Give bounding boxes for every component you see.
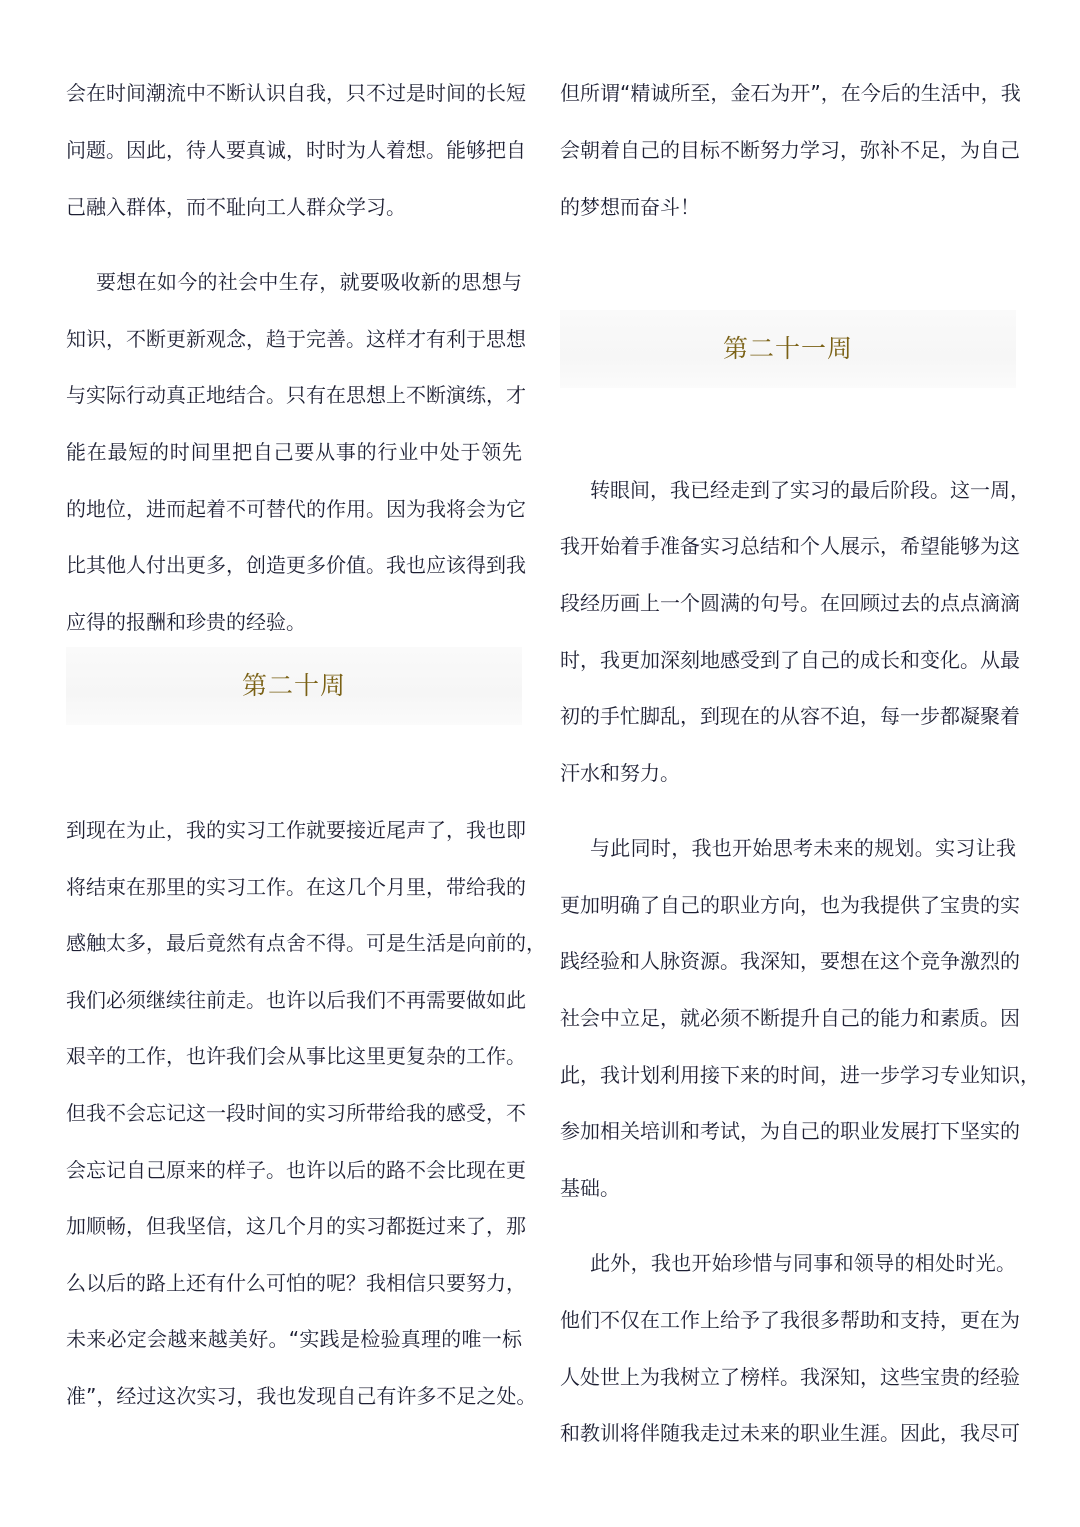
text-line: 践经验和人脉资源。我深知，要想在这个竞争激烈的 — [560, 949, 1020, 973]
text-line: 的梦想而奋斗！ — [560, 195, 700, 219]
text-line: 知识，不断更新观念，趋于完善。这样才有利于思想 — [66, 327, 526, 351]
section-heading-band — [66, 647, 522, 725]
text-line: 时，我更加深刻地感受到了自己的成长和变化。从最 — [560, 648, 1020, 672]
text-line: 和教训将伴随我走过未来的职业生涯。因此，我尽可 — [560, 1421, 1020, 1445]
text-line: 会朝着自己的目标不断努力学习，弥补不足，为自己 — [560, 138, 1020, 162]
text-line: 比其他人付出更多，创造更多价值。我也应该得到我 — [66, 553, 526, 577]
text-line: 初的手忙脚乱，到现在的从容不迫，每一步都凝聚着 — [560, 704, 1020, 728]
text-line: 己融入群体，而不耻向工人群众学习。 — [66, 195, 406, 219]
text-line: 问题。因此，待人要真诚，时时为人着想。能够把自 — [66, 138, 526, 162]
text-line: 准”，经过这次实习，我也发现自己有许多不足之处。 — [66, 1384, 537, 1408]
text-line: 参加相关培训和考试，为自己的职业发展打下坚实的 — [560, 1119, 1020, 1143]
text-line: 转眼间，我已经走到了实习的最后阶段。这一周， — [590, 478, 1030, 502]
text-line: 社会中立足，就必须不断提升自己的能力和素质。因 — [560, 1006, 1020, 1030]
text-line: 我们必须继续往前走。也许以后我们不再需要做如此 — [66, 988, 526, 1012]
text-line: 此外，我也开始珍惜与同事和领导的相处时光。 — [590, 1251, 1016, 1275]
text-line: 能在最短的时间里把自己要从事的行业中处于领先 — [66, 440, 522, 464]
section-heading-band — [560, 310, 1016, 388]
text-line: 基础。 — [560, 1176, 620, 1200]
text-line: 要想在如今的社会中生存，就要吸收新的思想与 — [96, 270, 522, 294]
text-line: 与此同时，我也开始思考未来的规划。实习让我 — [590, 836, 1016, 860]
text-line: 但所谓“精诚所至，金石为开”，在今后的生活中，我 — [560, 81, 1021, 105]
text-line: 我开始着手准备实习总结和个人展示，希望能够为这 — [560, 534, 1020, 558]
section-heading: 第二十一周 — [722, 334, 853, 363]
section-heading: 第二十周 — [241, 671, 346, 700]
text-line: 未来必定会越来越美好。“实践是检验真理的唯一标 — [66, 1327, 522, 1351]
text-line: 到现在为止，我的实习工作就要接近尾声了，我也即 — [66, 818, 526, 842]
text-line: 么以后的路上还有什么可怕的呢？我相信只要努力， — [66, 1271, 526, 1295]
text-line: 此，我计划利用接下来的时间，进一步学习专业知识， — [560, 1063, 1040, 1087]
text-line: 应得的报酬和珍贵的经验。 — [66, 610, 306, 634]
text-line: 更加明确了自己的职业方向，也为我提供了宝贵的实 — [560, 893, 1020, 917]
text-line: 他们不仅在工作上给予了我很多帮助和支持，更在为 — [560, 1308, 1020, 1332]
text-line: 人处世上为我树立了榜样。我深知，这些宝贵的经验 — [560, 1365, 1020, 1389]
text-line: 会忘记自己原来的样子。也许以后的路不会比现在更 — [66, 1158, 526, 1182]
text-line: 但我不会忘记这一段时间的实习所带给我的感受，不 — [66, 1101, 526, 1125]
text-line: 与实际行动真正地结合。只有在思想上不断演练，才 — [66, 383, 526, 407]
text-line: 感触太多，最后竟然有点舍不得。可是生活是向前的， — [66, 931, 546, 955]
text-line: 段经历画上一个圆满的句号。在回顾过去的点点滴滴 — [560, 591, 1020, 615]
text-line: 汗水和努力。 — [560, 761, 680, 785]
text-line: 将结束在那里的实习工作。在这几个月里，带给我的 — [66, 875, 526, 899]
text-line: 加顺畅，但我坚信，这几个月的实习都挺过来了，那 — [66, 1214, 526, 1238]
text-line: 艰辛的工作，也许我们会从事比这里更复杂的工作。 — [66, 1044, 526, 1068]
text-line: 会在时间潮流中不断认识自我，只不过是时间的长短 — [66, 81, 526, 105]
text-line: 的地位，进而起着不可替代的作用。因为我将会为它 — [66, 497, 526, 521]
